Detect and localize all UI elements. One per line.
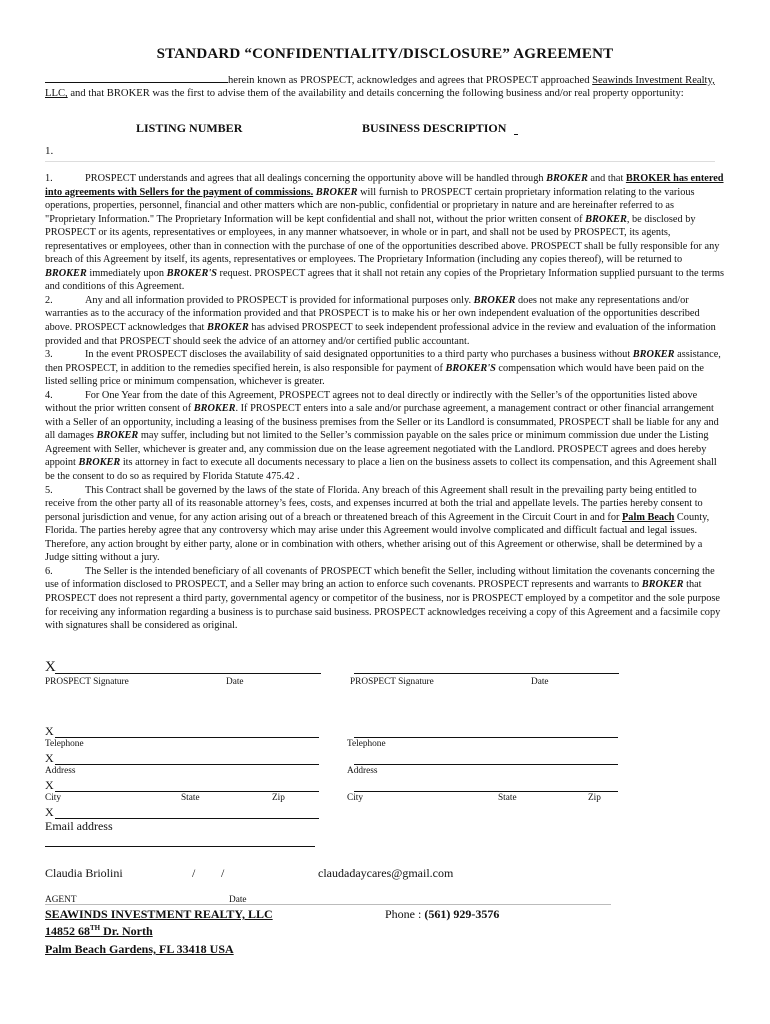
- listing-row-number: 1.: [45, 145, 54, 157]
- agent-label: AGENT: [45, 895, 77, 905]
- clause-text: BROKER: [473, 294, 516, 306]
- clause-text: Palm Beach: [622, 511, 675, 523]
- clause-text: BROKER: [641, 579, 684, 591]
- address-label-1: Address: [45, 766, 76, 776]
- clause-text: request. PROSPECT agrees that it shall not retain any copies of the Proprietary Information supplied pursuant to the terms and conditions of this Agreement.: [45, 267, 725, 293]
- business-description-header: BUSINESS DESCRIPTION: [362, 121, 507, 135]
- signature-x-mark: X: [45, 659, 56, 675]
- clause-text: BROKER'S: [445, 362, 496, 374]
- state-label-1: State: [181, 793, 200, 803]
- date-label-2: Date: [531, 677, 549, 687]
- clause-text: Any and all information provided to PROSPECT is provided for informational purposes only.: [85, 294, 474, 306]
- agent-date-slash-2: /: [221, 866, 225, 880]
- street-number: 14852 68: [45, 924, 90, 938]
- clause-number: 3.: [45, 349, 53, 361]
- agent-line[interactable]: [45, 904, 611, 905]
- clause-text: In the event PROSPECT discloses the availability of said designated opportunities to a third party who purchases a business without: [85, 349, 633, 361]
- street-name: Dr. North: [100, 924, 153, 938]
- clause-number: 1.: [45, 173, 53, 184]
- intro-text-cont: and that BROKER was the first to advise them of the availability and details concerning the following business and/or real property opportunity:: [67, 88, 684, 100]
- clause-1: [45, 172, 725, 294]
- phone-label: Phone :: [385, 907, 422, 921]
- agent-email: claudadaycares@gmail.com: [318, 866, 454, 880]
- clause-text: For One Year from the date of this Agreement, PROSPECT agrees not to deal directly or indirectly with the Seller’s of the opportunities listed above without the prior written consent of: [45, 389, 698, 415]
- city-x-mark: X: [45, 778, 54, 792]
- clause-text: BROKER: [45, 267, 87, 279]
- agent-date-label: Date: [229, 895, 247, 905]
- company-link: Seawinds Investment Realty, LLC,: [45, 75, 715, 100]
- prospect-signature-line-2[interactable]: [354, 673, 619, 674]
- clause-text: BROKER: [206, 322, 249, 334]
- clause-text: , be disclosed by PROSPECT or its agents, representatives or employees, in any manner whatsoever, in whole or in part, and shall not be used by PROSPECT, its agents, representatives or employees, other than in connection with the purchase of one of the opportunities described above. PROSPECT shall be fully responsible for any breach of this Agreement by itself, its agents, representatives or employees. The Proprietary Information (including any copies thereof), will be returned to: [45, 213, 720, 266]
- clause-text: assistance, then PROSPECT, in addition to the remedies specified herein, is also responsible for payment of: [45, 349, 721, 374]
- clause-text: PROSPECT understands and agrees that all dealings concerning the opportunity above will be handled through: [85, 173, 547, 184]
- clause-text: will furnish to PROSPECT certain proprietary information relating to the various operations, properties, personnel, financial and other matters which are non-public, confidential or proprietary in nature and are hereinafter referred to as "Proprietary Information." The Proprietary Information will be kept confidential and shall not, without the prior written consent of: [45, 186, 695, 225]
- city-line-2[interactable]: [354, 791, 618, 792]
- clause-text: does not make any representations and/or warranties as to the accuracy of the information provided and that PROSPECT is to make his or her own independent evaluation of the opportunities described above. PROSPECT acknowledges that: [45, 294, 700, 334]
- telephone-x-mark: X: [45, 724, 54, 738]
- zip-label-2: Zip: [588, 793, 601, 803]
- clause-number: 2.: [45, 294, 53, 306]
- state-label-2: State: [498, 793, 517, 803]
- clause-5: [45, 484, 725, 565]
- clause-text: and that: [587, 173, 626, 184]
- clause-text: that PROSPECT does not represent a third party, governmental agency or competitor of the business, nor is PROSPECT employed by a competitor and the sole purpose for receiving any information regarding a business is to purchase said business. PROSPECT acknowledges receiving a copy of this Agreement and a facsimile copy with signatures shall be considered as original.: [45, 579, 721, 632]
- clause-4: [45, 389, 725, 484]
- agent-date-slash-1: /: [192, 866, 196, 880]
- clause-text: BROKER: [546, 173, 588, 184]
- clause-text: its attorney in fact to execute all documents necessary to place a lien on the business assets to collect its compensation, and this Agreement shall be the consent to do so as required by Florida Statute 475.42 .: [45, 457, 717, 483]
- prospect-signature-label-1: PROSPECT Signature: [45, 677, 129, 687]
- intro-paragraph: [45, 72, 725, 100]
- header-underline-tick: [514, 134, 518, 135]
- clause-number: 6.: [45, 565, 53, 577]
- clause-text: BROKER: [585, 213, 627, 225]
- intro-text: herein known as PROSPECT, acknowledges and agrees that PROSPECT approached: [228, 75, 593, 86]
- clause-text: The Seller is the intended beneficiary of all covenants of PROSPECT which benefit the Seller, including without limitation the covenants concerning the use of information disclosed to PROSPECT, and a Seller may bring an action to enforce such covenants. PROSPECT represents and warrants to: [45, 565, 715, 591]
- clause-text: BROKER: [193, 403, 236, 415]
- clause-text: has advised PROSPECT to seek independent professional advice in the review and evaluation of the information provided and that PROSPECT should seek the advice of an attorney and/or certified public accountant.: [45, 322, 716, 347]
- street-suffix: TH: [90, 924, 101, 932]
- listing-number-header: LISTING NUMBER: [136, 121, 243, 135]
- telephone-label-2: Telephone: [347, 739, 386, 749]
- clause-text: BROKER: [78, 457, 121, 469]
- prospect-signature-line-1[interactable]: [55, 673, 321, 674]
- clause-text: BROKER: [632, 349, 675, 361]
- footer-company: SEAWINDS INVESTMENT REALTY, LLC: [45, 907, 273, 921]
- zip-label-1: Zip: [272, 793, 285, 803]
- footer-city: Palm Beach Gardens, FL 33418 USA: [45, 942, 234, 956]
- city-line-1[interactable]: [55, 791, 319, 792]
- clause-text: compensation which would have been paid on the listed selling price or minimum compensation, whichever is greater.: [45, 362, 704, 388]
- clause-text: BROKER'S: [166, 267, 217, 279]
- clause-3: [45, 348, 725, 389]
- date-label-1: Date: [226, 677, 244, 687]
- divider: [45, 161, 715, 162]
- clause-text: BROKER: [96, 430, 139, 442]
- prospect-signature-label-2: PROSPECT Signature: [350, 677, 434, 687]
- city-label-2: City: [347, 793, 364, 803]
- address-line-1[interactable]: [55, 764, 319, 765]
- clause-text: BROKER: [315, 186, 358, 198]
- clause-number: 4.: [45, 389, 53, 401]
- document-title: STANDARD “CONFIDENTIALITY/DISCLOSURE” AGREEMENT: [156, 46, 614, 62]
- clause-text: BROKER has entered into agreements with Sellers for the payment of commissions.: [45, 173, 724, 198]
- email-label: Email address: [45, 819, 113, 833]
- email-x-mark: X: [45, 805, 54, 819]
- clause-text: This Contract shall be governed by the laws of the state of Florida. Any breach of this Agreement shall result in the prevailing party being entitled to receive from the other party all of its reasonable attorney’s fees, costs, and expenses incurred at both the trial and appellate levels. The parties hereby consent to personal jurisdiction and venue, for any action arising out of a breach or threatened breach of this Agreement in the Circuit Court in and for: [45, 484, 703, 523]
- footer-phone: [385, 907, 499, 922]
- clause-2: [45, 294, 725, 348]
- agent-name: Claudia Briolini: [45, 866, 123, 880]
- telephone-line-1[interactable]: [55, 737, 319, 738]
- city-label-1: City: [45, 793, 62, 803]
- address-line-2[interactable]: [354, 764, 618, 765]
- address-x-mark: X: [45, 751, 54, 765]
- clause-6: [45, 565, 725, 633]
- clause-text: may suffer, including but not limited to the Seller’s commission payable on the sales price or minimum commission due under the Listing Agreement with Seller, whichever is greater and, any commission due on the lease agreement negotiated with the Landlord. PROSPECT agrees and does hereby appoint: [45, 430, 709, 469]
- telephone-label-1: Telephone: [45, 739, 84, 749]
- email-line[interactable]: [45, 846, 315, 847]
- address-label-2: Address: [347, 766, 378, 776]
- clause-text: immediately upon: [86, 267, 167, 279]
- prospect-name-blank[interactable]: [45, 72, 228, 83]
- telephone-line-2[interactable]: [354, 737, 618, 738]
- clause-text: . If PROSPECT enters into a sale and/or purchase agreement, a management contract or other financial arrangement with a Seller of an opportunity, including a leasing of the business premises from the Seller or its Landlord is consummated, PROSPECT shall be liable for any and all damages: [45, 403, 719, 442]
- clause-number: 5.: [45, 484, 53, 496]
- footer-street: [45, 924, 153, 939]
- phone-number: (561) 929-3576: [424, 907, 500, 921]
- clause-text: County, Florida. The parties hereby agree that any controversy which may arise under this Agreement would involve complicated and difficult factual and legal issues. Therefore, any action brought by either party, alone or in combination with others, whether arising out of this Agreement or otherwise, shall be determined by a Judge sitting without a jury.: [45, 511, 710, 564]
- clauses-body: [45, 172, 725, 633]
